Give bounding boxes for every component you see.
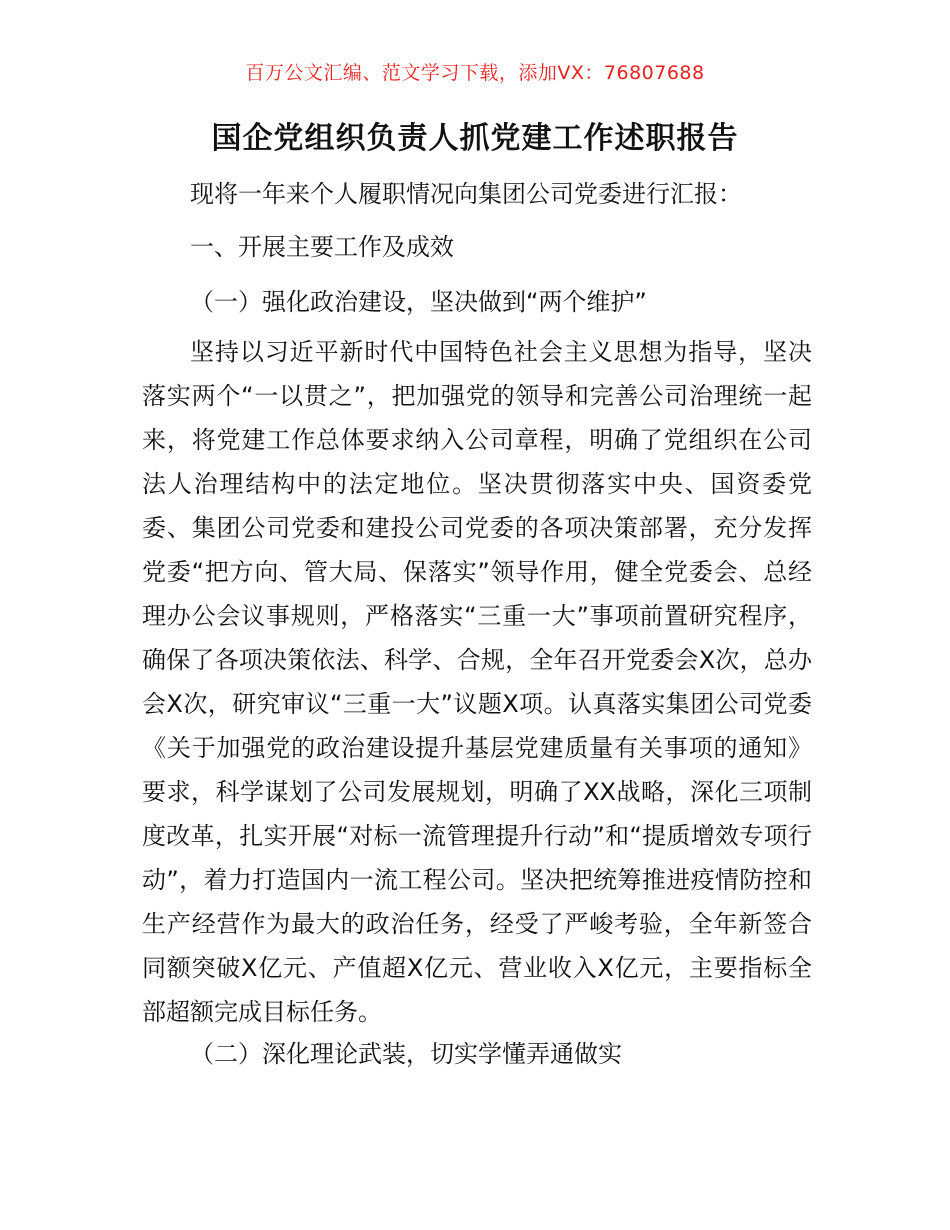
subsection-1-body xyxy=(142,330,812,1034)
subsection-2-heading: （二）深化理论武装，切实学懂弄通做实 xyxy=(190,1040,622,1068)
intro-paragraph: 现将一年来个人履职情况向集团公司党委进行汇报： xyxy=(190,180,742,208)
subsection-1-paragraph: 坚持以习近平新时代中国特色社会主义思想为指导，坚决落实两个“一以贯之”，把加强党的领导和完善公司治理统一起来，将党建工作总体要求纳入公司章程，明确了党组织在公司法人治理结构中的法定地位。坚决贯彻落实中央、国资委党委、集团公司党委和建投公司党委的各项决策部署，充分发挥党委“把方向、管大局、保落实”领导作用，健全党委会、总经理办公会议事规则，严格落实“三重一大”事项前置研究程序，确保了各项决策依法、科学、合规，全年召开党委会X次，总办会X次，研究审议“三重一大”议题X项。认真落实集团公司党委《关于加强党的政治建设提升基层党建质量有关事项的通知》要求，科学谋划了公司发展规划，明确了XX战略，深化三项制度改革，扎实开展“对标一流管理提升行动”和“提质增效专项行动”，着力打造国内一流工程公司。坚决把统筹推进疫情防控和生产经营作为最大的政治任务，经受了严峻考验，全年新签合同额突破X亿元、产值超X亿元、营业收入X亿元，主要指标全部超额完成目标任务。 xyxy=(142,338,812,1026)
section-1-heading: 一、开展主要工作及成效 xyxy=(190,233,454,261)
subsection-1-heading: （一）强化政治建设，坚决做到“两个维护” xyxy=(190,288,647,316)
document-title: 国企党组织负责人抓党建工作述职报告 xyxy=(211,121,739,156)
header-download-note: 百万公文汇编、范文学习下载，添加VX：76807688 xyxy=(245,62,705,84)
